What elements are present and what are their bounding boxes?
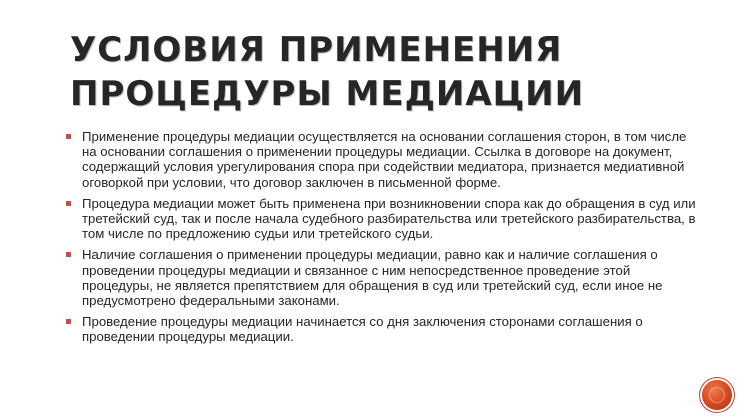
slide-title-line-2: ПРОЦЕДУРЫ МЕДИАЦИИ	[70, 74, 585, 114]
slide-title-line-1: УСЛОВИЯ ПРИМЕНЕНИЯ	[70, 30, 563, 70]
square-bullet-icon	[66, 134, 71, 139]
circle-logo-icon	[702, 380, 732, 410]
bullet-item	[62, 129, 702, 190]
bullet-list	[62, 129, 702, 351]
bullet-text: Наличие соглашения о применении процедуры медиации, равно как и наличие соглашения о проведении процедуры медиации и связанное с ним непосредственное проведение этой процедуры, не является препятствием для обращения в суд или третейский суд, если иное не предусмотрено федеральными законами.	[82, 247, 663, 309]
bullet-text: Применение процедуры медиации осуществляется на основании соглашения сторон, в том числе на основании соглашения о применении процедуры медиации. Ссылка в договоре на документ, содержащий условия урегулирования спора при содействии медиатора, признается медиативной оговоркой при условии, что договор заключен в письменной форме.	[82, 129, 687, 190]
square-bullet-icon	[66, 252, 71, 257]
bullet-text: Проведение процедуры медиации начинается со дня заключения сторонами соглашения о проведении процедуры медиации.	[82, 314, 643, 345]
bullet-text: Процедура медиации может быть применена при возникновении спора как до обращения в суд или третейский суд, так и после начала судебного разбирательства или третейского разбирательства, в том числе по предложению судьи или третейского судьи.	[82, 195, 696, 242]
bullet-item	[62, 314, 702, 344]
bullet-item	[62, 247, 702, 308]
slide-title	[70, 28, 710, 116]
square-bullet-icon	[66, 201, 71, 206]
bullet-item	[62, 196, 702, 242]
logo-ring	[709, 387, 725, 403]
square-bullet-icon	[66, 319, 71, 324]
